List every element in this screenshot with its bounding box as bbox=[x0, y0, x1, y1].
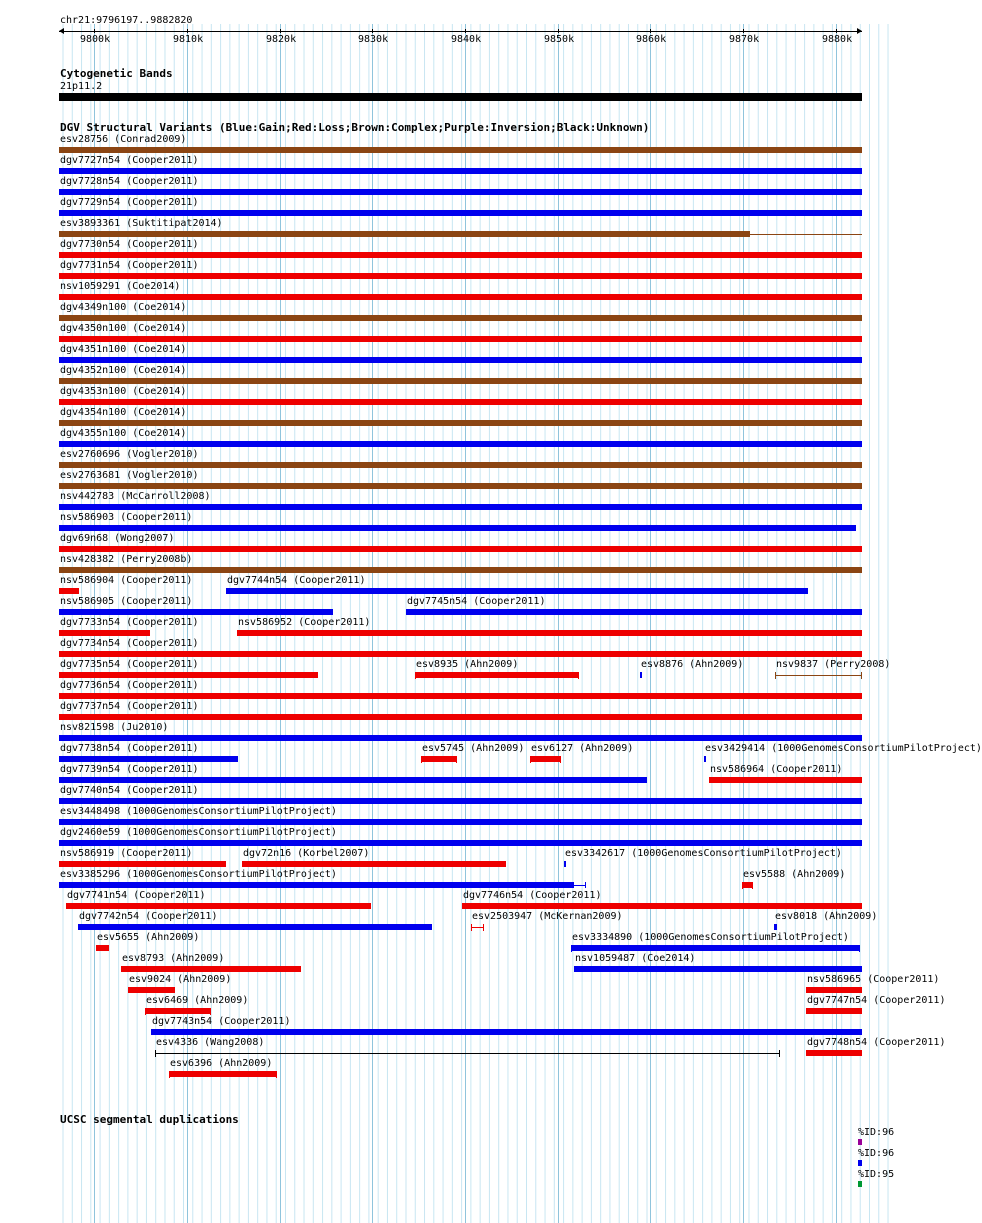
variant-bar-loss[interactable] bbox=[59, 861, 226, 867]
variant-bar-gain[interactable] bbox=[564, 861, 566, 867]
variant-bar-gain[interactable] bbox=[59, 882, 574, 888]
variant-label[interactable]: esv6127 (Ahn2009) bbox=[531, 743, 634, 754]
variant-cap bbox=[779, 1050, 780, 1057]
variant-cap bbox=[742, 882, 743, 889]
variant-label[interactable]: dgv7745n54 (Cooper2011) bbox=[407, 596, 546, 607]
variant-tail bbox=[750, 234, 862, 235]
variant-cap bbox=[471, 924, 472, 931]
variant-bar-complex[interactable] bbox=[59, 231, 750, 237]
variant-bar-gain[interactable] bbox=[59, 504, 862, 510]
variant-label[interactable]: nsv586904 (Cooper2011) bbox=[60, 575, 193, 586]
variant-label[interactable]: esv2503947 (McKernan2009) bbox=[472, 911, 623, 922]
variant-bar-gain[interactable] bbox=[226, 588, 808, 594]
variant-label[interactable]: dgv72n16 (Korbel2007) bbox=[243, 848, 370, 859]
variant-bar-gain[interactable] bbox=[59, 210, 862, 216]
variant-label[interactable]: nsv9837 (Perry2008) bbox=[776, 659, 891, 670]
variant-label[interactable]: dgv7735n54 (Cooper2011) bbox=[60, 659, 199, 670]
variant-bar-loss[interactable] bbox=[806, 1050, 862, 1056]
variant-label[interactable]: dgv4350n100 (Coe2014) bbox=[60, 323, 187, 334]
segdup-label[interactable]: %ID:95 bbox=[858, 1169, 895, 1180]
variant-label[interactable]: nsv442783 (McCarroll2008) bbox=[60, 491, 211, 502]
variant-cap bbox=[155, 1050, 156, 1057]
ruler-tick bbox=[372, 29, 373, 33]
variant-bar-loss[interactable] bbox=[59, 630, 150, 636]
cytoband-track-title: Cytogenetic Bands bbox=[60, 67, 173, 80]
variant-bar-complex[interactable] bbox=[59, 483, 862, 489]
variant-label[interactable]: nsv586952 (Cooper2011) bbox=[238, 617, 371, 628]
variant-bar-gain[interactable] bbox=[406, 609, 862, 615]
variant-bar-gain[interactable] bbox=[59, 756, 238, 762]
variant-bar-complex[interactable] bbox=[59, 462, 862, 468]
variant-label[interactable]: esv28756 (Conrad2009) bbox=[60, 134, 187, 145]
variant-bar-loss[interactable] bbox=[169, 1071, 277, 1077]
ruler-tick bbox=[650, 29, 651, 33]
variant-bar-gain[interactable] bbox=[59, 357, 862, 363]
variant-bar-loss[interactable] bbox=[128, 987, 175, 993]
variant-bar-unknown[interactable] bbox=[155, 1053, 780, 1054]
variant-bar-loss[interactable] bbox=[59, 693, 862, 699]
variant-label[interactable]: esv5655 (Ahn2009) bbox=[97, 932, 200, 943]
variant-bar-loss[interactable] bbox=[59, 714, 862, 720]
cytoband-label: 21p11.2 bbox=[60, 81, 103, 92]
variant-cap bbox=[276, 1071, 277, 1078]
variant-label[interactable]: dgv7743n54 (Cooper2011) bbox=[152, 1016, 291, 1027]
variant-cap bbox=[560, 756, 561, 763]
variant-label[interactable]: dgv7728n54 (Cooper2011) bbox=[60, 176, 199, 187]
variant-bar-loss[interactable] bbox=[66, 903, 371, 909]
ruler-tick bbox=[280, 29, 281, 33]
variant-bar-loss[interactable] bbox=[462, 903, 862, 909]
variant-label[interactable]: dgv7733n54 (Cooper2011) bbox=[60, 617, 199, 628]
variant-label[interactable]: nsv586903 (Cooper2011) bbox=[60, 512, 193, 523]
segdup-label[interactable]: %ID:96 bbox=[858, 1127, 895, 1138]
variant-bar-loss[interactable] bbox=[96, 945, 109, 951]
variant-label[interactable]: esv2760696 (Vogler2010) bbox=[60, 449, 199, 460]
ruler-tick-label: 9810k bbox=[173, 34, 204, 45]
variant-label[interactable]: esv8793 (Ahn2009) bbox=[122, 953, 225, 964]
variant-label[interactable]: dgv4355n100 (Coe2014) bbox=[60, 428, 187, 439]
variant-bar-complex[interactable] bbox=[59, 567, 862, 573]
variant-label[interactable]: dgv7746n54 (Cooper2011) bbox=[463, 890, 602, 901]
variant-label[interactable]: dgv7731n54 (Cooper2011) bbox=[60, 260, 199, 271]
variant-bar-gain[interactable] bbox=[59, 798, 862, 804]
variant-cap bbox=[210, 1008, 211, 1015]
variant-label[interactable]: nsv586965 (Cooper2011) bbox=[807, 974, 940, 985]
ruler-axis bbox=[59, 31, 862, 32]
variant-bar-gain[interactable] bbox=[151, 1029, 862, 1035]
variant-bar-gain[interactable] bbox=[59, 189, 862, 195]
variant-label[interactable]: esv2763681 (Vogler2010) bbox=[60, 470, 199, 481]
variant-bar-loss[interactable] bbox=[709, 777, 862, 783]
variant-label[interactable]: dgv69n68 (Wong2007) bbox=[60, 533, 175, 544]
variant-label[interactable]: dgv4349n100 (Coe2014) bbox=[60, 302, 187, 313]
variant-label[interactable]: esv3893361 (Suktitipat2014) bbox=[60, 218, 223, 229]
variant-tail bbox=[574, 885, 585, 886]
variant-bar-loss[interactable] bbox=[59, 651, 862, 657]
variant-label[interactable]: nsv1059291 (Coe2014) bbox=[60, 281, 181, 292]
ruler-tick-label: 9860k bbox=[636, 34, 667, 45]
variant-label[interactable]: esv3334890 (1000GenomesConsortiumPilotProject) bbox=[572, 932, 849, 943]
variant-cap bbox=[456, 756, 457, 763]
segdup-bar[interactable] bbox=[858, 1181, 862, 1187]
variant-label[interactable]: esv8018 (Ahn2009) bbox=[775, 911, 878, 922]
variant-label[interactable]: nsv586919 (Cooper2011) bbox=[60, 848, 193, 859]
variant-label[interactable]: dgv7740n54 (Cooper2011) bbox=[60, 785, 199, 796]
variant-bar-gain[interactable] bbox=[59, 735, 862, 741]
variant-label[interactable]: esv9024 (Ahn2009) bbox=[129, 974, 232, 985]
variant-bar-complex[interactable] bbox=[775, 675, 862, 676]
ruler-tick-label: 9800k bbox=[80, 34, 111, 45]
variant-label[interactable]: dgv4354n100 (Coe2014) bbox=[60, 407, 187, 418]
ruler-tick bbox=[558, 29, 559, 33]
variant-bar-loss[interactable] bbox=[59, 294, 862, 300]
position-label: chr21:9796197..9882820 bbox=[60, 15, 193, 26]
variant-bar-loss[interactable] bbox=[59, 252, 862, 258]
variant-label[interactable]: dgv4351n100 (Coe2014) bbox=[60, 344, 187, 355]
variant-bar-gain[interactable] bbox=[59, 840, 862, 846]
ruler-tick bbox=[465, 29, 466, 33]
variant-cap bbox=[169, 1071, 170, 1078]
dgv-track-title: DGV Structural Variants (Blue:Gain;Red:Loss;Brown:Complex;Purple:Inversion;Black:Unknown) bbox=[60, 121, 650, 134]
variant-label[interactable]: nsv586964 (Cooper2011) bbox=[710, 764, 843, 775]
ruler-tick bbox=[836, 29, 837, 33]
variant-cap bbox=[585, 882, 586, 888]
variant-label[interactable]: dgv7744n54 (Cooper2011) bbox=[227, 575, 366, 586]
variant-cap bbox=[859, 945, 860, 952]
variant-cap bbox=[571, 945, 572, 952]
variant-bar-gain[interactable] bbox=[774, 924, 777, 930]
variant-label[interactable]: dgv7727n54 (Cooper2011) bbox=[60, 155, 199, 166]
variant-cap bbox=[421, 756, 422, 763]
variant-label[interactable]: nsv428382 (Perry2008b) bbox=[60, 554, 193, 565]
segdup-track-title: UCSC segmental duplications bbox=[60, 1113, 239, 1126]
variant-cap bbox=[530, 756, 531, 763]
ruler-arrow-left-icon bbox=[59, 28, 64, 34]
variant-label[interactable]: esv6396 (Ahn2009) bbox=[170, 1058, 273, 1069]
ruler-tick bbox=[94, 29, 95, 33]
ruler-tick-label: 9840k bbox=[451, 34, 482, 45]
variant-cap bbox=[861, 672, 862, 679]
variant-label[interactable]: esv8876 (Ahn2009) bbox=[641, 659, 744, 670]
variant-bar-loss[interactable] bbox=[421, 756, 457, 762]
variant-label[interactable]: dgv7734n54 (Cooper2011) bbox=[60, 638, 199, 649]
variant-label[interactable]: dgv2460e59 (1000GenomesConsortiumPilotProject) bbox=[60, 827, 337, 838]
variant-label[interactable]: dgv7748n54 (Cooper2011) bbox=[807, 1037, 946, 1048]
variant-bar-loss[interactable] bbox=[415, 672, 579, 678]
variant-bar-gain[interactable] bbox=[640, 672, 642, 678]
variant-bar-gain[interactable] bbox=[574, 966, 862, 972]
variant-bar-complex[interactable] bbox=[59, 378, 862, 384]
variant-bar-complex[interactable] bbox=[59, 147, 862, 153]
variant-bar-gain[interactable] bbox=[59, 168, 862, 174]
variant-label[interactable]: dgv7739n54 (Cooper2011) bbox=[60, 764, 199, 775]
variant-bar-gain[interactable] bbox=[59, 609, 333, 615]
variant-label[interactable]: esv5588 (Ahn2009) bbox=[743, 869, 846, 880]
variant-cap bbox=[578, 672, 579, 679]
variant-bar-complex[interactable] bbox=[59, 315, 862, 321]
variant-bar-complex[interactable] bbox=[59, 420, 862, 426]
variant-label[interactable]: dgv4352n100 (Coe2014) bbox=[60, 365, 187, 376]
cytoband-bar[interactable] bbox=[59, 93, 862, 101]
variant-label[interactable]: esv4336 (Wang2008) bbox=[156, 1037, 265, 1048]
variant-label[interactable]: esv3342617 (1000GenomesConsortiumPilotProject) bbox=[565, 848, 842, 859]
ruler-tick-label: 9820k bbox=[266, 34, 297, 45]
variant-bar-loss[interactable] bbox=[806, 1008, 862, 1014]
variant-bar-gain[interactable] bbox=[59, 525, 856, 531]
variant-label[interactable]: dgv4353n100 (Coe2014) bbox=[60, 386, 187, 397]
segdup-label[interactable]: %ID:96 bbox=[858, 1148, 895, 1159]
variant-bar-gain[interactable] bbox=[571, 945, 860, 951]
variant-label[interactable]: dgv7742n54 (Cooper2011) bbox=[79, 911, 218, 922]
ruler-tick bbox=[743, 29, 744, 33]
variant-bar-loss[interactable] bbox=[806, 987, 862, 993]
variant-label[interactable]: dgv7736n54 (Cooper2011) bbox=[60, 680, 199, 691]
variant-cap bbox=[752, 882, 753, 889]
variant-label[interactable]: esv6469 (Ahn2009) bbox=[146, 995, 249, 1006]
variant-bar-loss[interactable] bbox=[145, 1008, 211, 1014]
ruler-tick bbox=[187, 29, 188, 33]
variant-label[interactable]: dgv7747n54 (Cooper2011) bbox=[807, 995, 946, 1006]
variant-bar-loss[interactable] bbox=[59, 672, 318, 678]
variant-label[interactable]: nsv821598 (Ju2010) bbox=[60, 722, 169, 733]
variant-label[interactable]: dgv7729n54 (Cooper2011) bbox=[60, 197, 199, 208]
variant-bar-loss[interactable] bbox=[59, 336, 862, 342]
variant-bar-loss[interactable] bbox=[121, 966, 301, 972]
variant-bar-loss[interactable] bbox=[59, 588, 79, 594]
ruler-tick-label: 9850k bbox=[544, 34, 575, 45]
variant-cap bbox=[775, 672, 776, 679]
variant-bar-loss[interactable] bbox=[530, 756, 561, 762]
variant-label[interactable]: esv3385296 (1000GenomesConsortiumPilotProject) bbox=[60, 869, 337, 880]
variant-cap bbox=[483, 924, 484, 931]
ruler-tick-label: 9870k bbox=[729, 34, 760, 45]
variant-bar-gain[interactable] bbox=[59, 441, 862, 447]
variant-bar-gain[interactable] bbox=[78, 924, 432, 930]
variant-bar-gain[interactable] bbox=[59, 819, 862, 825]
ruler-tick-label: 9880k bbox=[822, 34, 853, 45]
segdup-bar[interactable] bbox=[858, 1160, 862, 1166]
variant-label[interactable]: esv5745 (Ahn2009) bbox=[422, 743, 525, 754]
segdup-bar[interactable] bbox=[858, 1139, 862, 1145]
variant-label[interactable]: esv3448498 (1000GenomesConsortiumPilotProject) bbox=[60, 806, 337, 817]
variant-bar-loss[interactable] bbox=[59, 273, 862, 279]
variant-label[interactable]: esv8935 (Ahn2009) bbox=[416, 659, 519, 670]
ruler-tick-label: 9830k bbox=[358, 34, 389, 45]
variant-bar-loss[interactable] bbox=[59, 399, 862, 405]
variant-bar-loss[interactable] bbox=[237, 630, 862, 636]
variant-cap bbox=[415, 672, 416, 679]
variant-bar-gain[interactable] bbox=[59, 777, 647, 783]
variant-label[interactable]: dgv7738n54 (Cooper2011) bbox=[60, 743, 199, 754]
variant-label[interactable]: dgv7741n54 (Cooper2011) bbox=[67, 890, 206, 901]
variant-label[interactable]: nsv1059487 (Coe2014) bbox=[575, 953, 696, 964]
variant-label[interactable]: dgv7730n54 (Cooper2011) bbox=[60, 239, 199, 250]
variant-label[interactable]: esv3429414 (1000GenomesConsortiumPilotProject) bbox=[705, 743, 982, 754]
variant-label[interactable]: nsv586905 (Cooper2011) bbox=[60, 596, 193, 607]
variant-label[interactable]: dgv7737n54 (Cooper2011) bbox=[60, 701, 199, 712]
variant-cap bbox=[145, 1008, 146, 1015]
ruler-arrow-right-icon bbox=[857, 28, 862, 34]
variant-bar-gain[interactable] bbox=[704, 756, 706, 762]
variant-bar-loss[interactable] bbox=[59, 546, 862, 552]
variant-bar-loss[interactable] bbox=[242, 861, 506, 867]
